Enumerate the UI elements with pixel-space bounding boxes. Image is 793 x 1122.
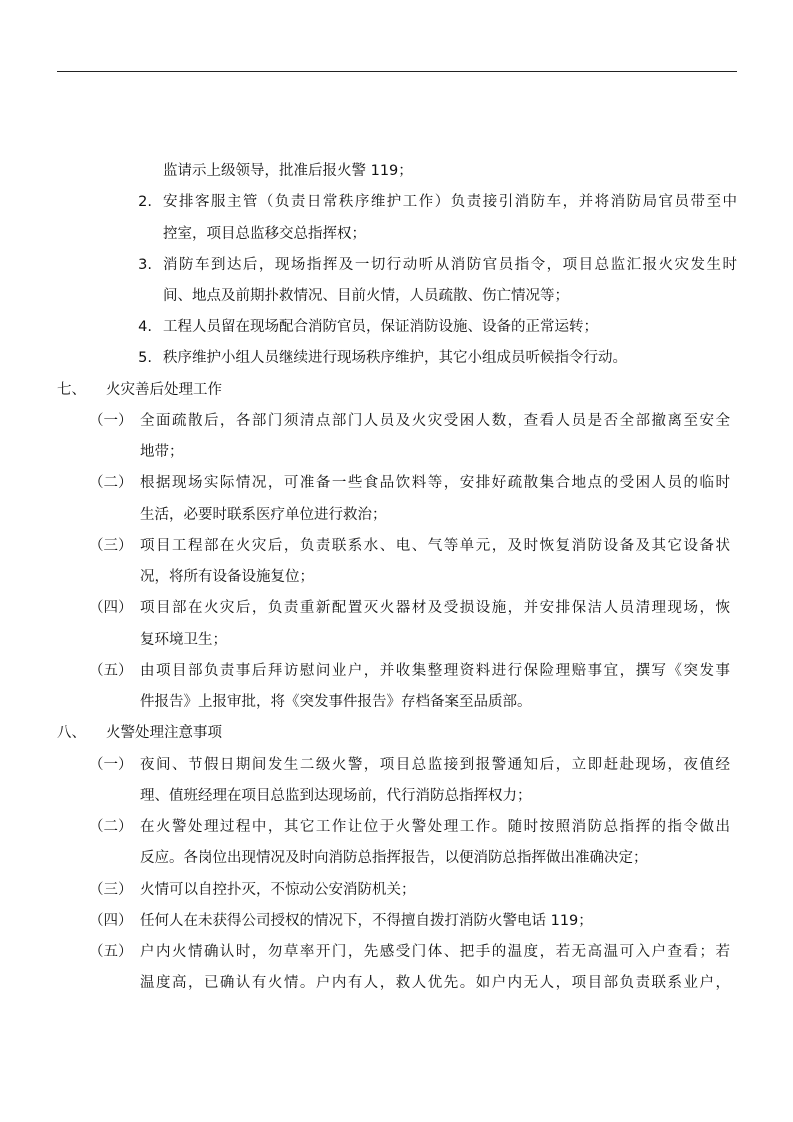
item-marker: （二） [89, 475, 133, 491]
section-marker: 八、 [57, 725, 86, 741]
item-line: 复环境卫生； [140, 632, 227, 648]
item-marker: （三） [89, 882, 133, 898]
section-marker: 七、 [57, 382, 86, 398]
item-line: 火情可以自控扑灭，不惊动公安消防机关； [140, 882, 416, 898]
item-line: 生活，必要时联系医疗单位进行救治； [140, 507, 387, 523]
item-line: 由项目部负责事后拜访慰问业户，并收集整理资料进行保险理赔事宜，撰写《突发事 [140, 663, 730, 679]
item-line: 反应。各岗位出现情况及时向消防总指挥报告，以便消防总指挥做出准确决定； [140, 850, 648, 866]
step-line: 安排客服主管（负责日常秩序维护工作）负责接引消防车，并将消防局官员带至中 [163, 194, 737, 210]
continuation-line: 监请示上级领导，批准后报火警 119； [163, 163, 413, 179]
section-title: 火灾善后处理工作 [106, 382, 222, 398]
item-line: 夜间、节假日期间发生二级火警，项目总监接到报警通知后，立即赶赴现场，夜值经 [140, 757, 730, 773]
step-number: 2. [138, 194, 152, 210]
step-line: 秩序维护小组人员继续进行现场秩序维护，其它小组成员听候指令行动。 [163, 350, 627, 366]
item-line: 件报告》上报审批，将《突发事件报告》存档备案至品质部。 [140, 694, 532, 710]
item-line: 项目工程部在火灾后，负责联系水、电、气等单元，及时恢复消防设备及其它设备状 [140, 538, 730, 554]
item-line: 户内火情确认时，勿草率开门，先感受门体、把手的温度，若无高温可入户查看；若 [140, 944, 730, 960]
item-marker: （一） [89, 413, 133, 429]
item-line: 温度高，已确认有火情。户内有人，救人优先。如户内无人，项目部负责联系业户， [140, 975, 730, 991]
section-title: 火警处理注意事项 [106, 725, 222, 741]
step-number: 3. [138, 257, 152, 273]
header-rule [57, 71, 737, 72]
item-marker: （五） [89, 944, 133, 960]
item-marker: （二） [89, 819, 133, 835]
item-marker: （四） [89, 913, 133, 929]
step-number: 4. [138, 319, 152, 335]
item-marker: （四） [89, 600, 133, 616]
item-line: 理、值班经理在项目总监到达现场前，代行消防总指挥权力； [140, 788, 532, 804]
step-line: 工程人员留在现场配合消防官员，保证消防设施、设备的正常运转； [163, 319, 598, 335]
step-line: 间、地点及前期扑救情况、目前火情，人员疏散、伤亡情况等； [163, 288, 569, 304]
item-line: 地带； [140, 444, 184, 460]
step-number: 5. [138, 350, 152, 366]
step-line: 消防车到达后，现场指挥及一切行动听从消防官员指令，项目总监汇报火灾发生时 [163, 257, 737, 273]
item-marker: （五） [89, 663, 133, 679]
item-line: 在火警处理过程中，其它工作让位于火警处理工作。随时按照消防总指挥的指令做出 [140, 819, 730, 835]
step-line: 控室，项目总监移交总指挥权； [163, 226, 366, 242]
item-line: 任何人在未获得公司授权的情况下，不得擅自拨打消防火警电话 119； [140, 913, 593, 929]
item-marker: （一） [89, 757, 133, 773]
item-line: 根据现场实际情况，可准备一些食品饮料等，安排好疏散集合地点的受困人员的临时 [140, 475, 730, 491]
item-line: 况，将所有设备设施复位； [140, 569, 314, 585]
item-line: 全面疏散后，各部门须清点部门人员及火灾受困人数，查看人员是否全部撤离至安全 [140, 413, 730, 429]
item-line: 项目部在火灾后，负责重新配置灭火器材及受损设施，并安排保洁人员清理现场，恢 [140, 600, 730, 616]
item-marker: （三） [89, 538, 133, 554]
